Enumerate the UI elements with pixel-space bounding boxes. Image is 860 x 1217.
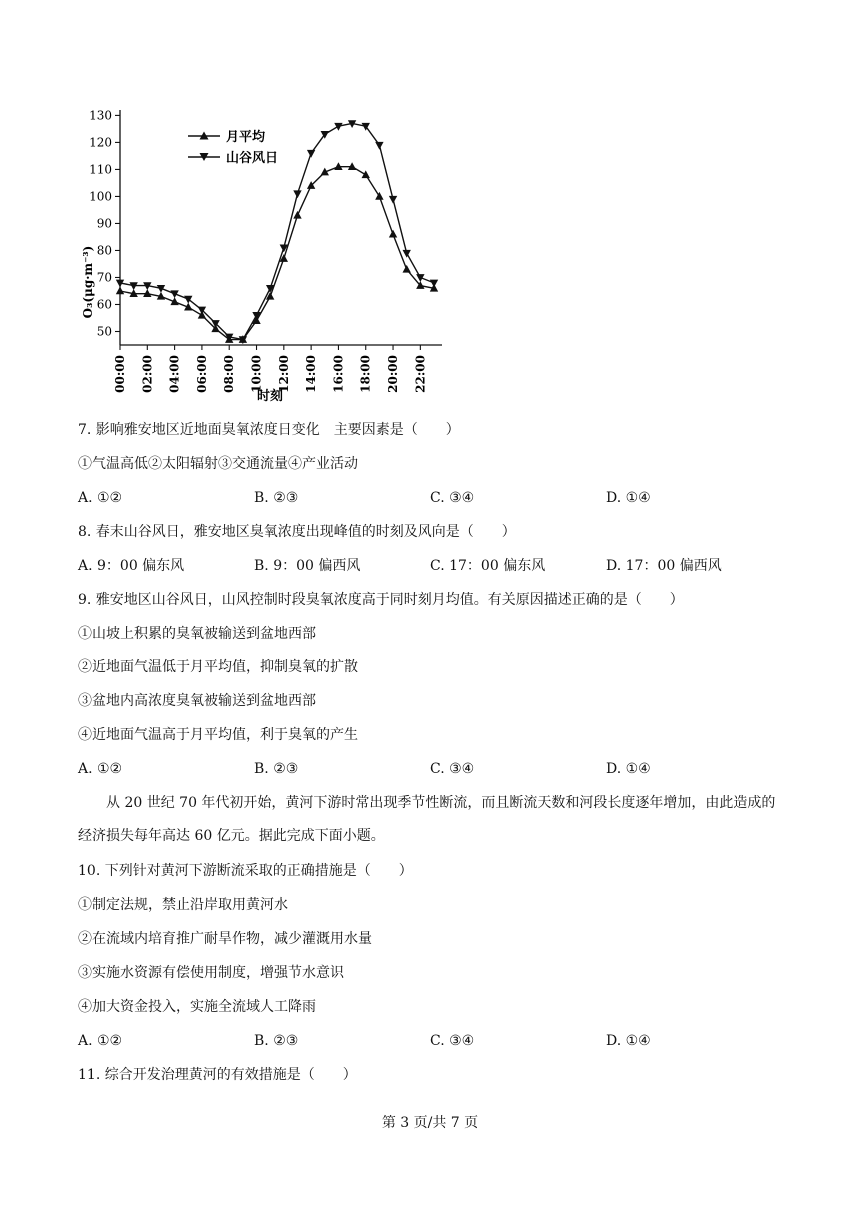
q8-option-a[interactable]: A. 9：00 偏东风: [78, 558, 185, 574]
series-1-point-21: [402, 250, 410, 258]
q9-item-2: ②近地面气温低于月平均值，抑制臭氧的扩散: [78, 659, 358, 675]
x-tick-label-2: 04:00: [167, 355, 182, 393]
x-tick-label-0: 00:00: [113, 355, 127, 393]
series-0-point-21: [402, 265, 410, 273]
series-1-point-13: [293, 190, 301, 198]
x-tick-label-11: 22:00: [413, 355, 428, 393]
series-1-point-23: [430, 280, 438, 288]
q7-option-c[interactable]: C. ③④: [430, 490, 475, 506]
series-1-point-14: [307, 150, 315, 158]
q11-stem: 11. 综合开发治理黄河的有效措施是（ ）: [78, 1067, 357, 1083]
x-tick-label-1: 02:00: [140, 355, 155, 393]
chart-axes: [120, 110, 442, 345]
ozone-line-chart: [70, 100, 450, 415]
chart-legend: [188, 129, 278, 166]
x-tick-label-8: 16:00: [331, 355, 346, 393]
x-tick-label-3: 06:00: [194, 355, 209, 393]
series-1-point-16: [334, 123, 342, 131]
q10-item-3: ③实施水资源有偿使用制度，增强节水意识: [78, 965, 344, 981]
y-tick-label-7: 120: [89, 135, 112, 150]
legend-label-valley-wind: 山谷风日: [226, 151, 279, 166]
q10-options: [78, 1031, 798, 1051]
q9-item-4: ④近地面气温高于月平均值，利于臭氧的产生: [78, 727, 358, 743]
y-tick-label-3: 80: [96, 243, 112, 258]
q10-item-1: ①制定法规，禁止沿岸取用黄河水: [78, 897, 288, 913]
series-0-point-20: [389, 230, 397, 238]
q8-options: [78, 556, 798, 576]
q9-item-3: ③盆地内高浓度臭氧被输送到盆地西部: [78, 693, 316, 709]
series-0-point-0: [116, 286, 124, 294]
x-tick-label-4: 08:00: [222, 355, 237, 393]
x-axis-label: 时刻: [256, 389, 284, 404]
q8-stem: 8. 春末山谷风日，雅安地区臭氧浓度出现峰值的时刻及风向是（ ）: [78, 524, 516, 540]
y-tick-label-0: 50: [96, 324, 112, 339]
q9-option-d[interactable]: D. ①④: [606, 761, 651, 777]
x-tick-label-7: 14:00: [304, 355, 319, 393]
q10-option-c[interactable]: C. ③④: [430, 1033, 475, 1049]
series-1-point-19: [375, 142, 383, 150]
q8-option-b[interactable]: B. 9：00 偏西风: [254, 558, 361, 574]
series-1-point-5: [184, 296, 192, 304]
y-axis-label: O₃(μg·m⁻³): [81, 245, 95, 319]
page-footer: 第 3 页/共 7 页: [381, 1115, 479, 1131]
q7-option-b[interactable]: B. ②③: [254, 490, 299, 506]
passage: 从 20 世纪 70 年代初开始，黄河下游时常出现季节性断流，而且断流天数和河段长度逐年增加，由此造成的经济损失每年高达 60 亿元。据此完成下面小题。: [78, 795, 776, 844]
q7-option-d[interactable]: D. ①④: [606, 490, 651, 506]
q10-stem: 10. 下列针对黄河下游断流采取的正确措施是（ ）: [78, 863, 413, 879]
series-0-point-18: [362, 170, 370, 178]
q7-stem: 7. 影响雅安地区近地面臭氧浓度日变化 主要因素是（ ）: [78, 422, 460, 438]
y-tick-label-2: 70: [96, 270, 112, 285]
q8-option-d[interactable]: D. 17：00 偏西风: [606, 558, 722, 574]
q10-option-a[interactable]: A. ①②: [78, 1033, 123, 1049]
series-1-point-20: [389, 196, 397, 204]
q9-item-1: ①山坡上积累的臭氧被输送到盆地西部: [78, 626, 316, 642]
q7-items: ①气温高低②太阳辐射③交通流量④产业活动: [78, 456, 358, 472]
y-tick-label-5: 100: [89, 189, 112, 204]
q7-option-a[interactable]: A. ①②: [78, 490, 123, 506]
y-tick-label-1: 60: [96, 297, 112, 312]
x-tick-label-9: 18:00: [358, 355, 373, 393]
q7-options: [78, 488, 798, 508]
series-line-0: [120, 167, 434, 340]
q9-option-c[interactable]: C. ③④: [430, 761, 475, 777]
q10-option-d[interactable]: D. ①④: [606, 1033, 651, 1049]
series-0-point-13: [293, 211, 301, 219]
q10-item-4: ④加大资金投入，实施全流域人工降雨: [78, 999, 316, 1015]
y-tick-label-4: 90: [96, 216, 112, 231]
q9-stem: 9. 雅安地区山谷风日，山风控制时段臭氧浓度高于同时刻月均值。有关原因描述正确的是（ ）: [78, 592, 684, 608]
series-0-point-19: [375, 192, 383, 200]
x-tick-label-5: 10:00: [249, 355, 264, 393]
y-tick-label-6: 110: [89, 162, 112, 177]
legend-label-monthly: 月平均: [226, 130, 266, 145]
x-tick-label-10: 20:00: [386, 355, 401, 393]
y-tick-label-8: 130: [89, 108, 112, 123]
q10-option-b[interactable]: B. ②③: [254, 1033, 299, 1049]
q9-options: [78, 759, 798, 779]
q9-option-a[interactable]: A. ①②: [78, 761, 123, 777]
x-tick-label-6: 12:00: [276, 355, 291, 393]
q9-option-b[interactable]: B. ②③: [254, 761, 299, 777]
q8-option-c[interactable]: C. 17：00 偏东风: [430, 558, 546, 574]
q10-item-2: ②在流域内培育推广耐旱作物，减少灌溉用水量: [78, 931, 372, 947]
